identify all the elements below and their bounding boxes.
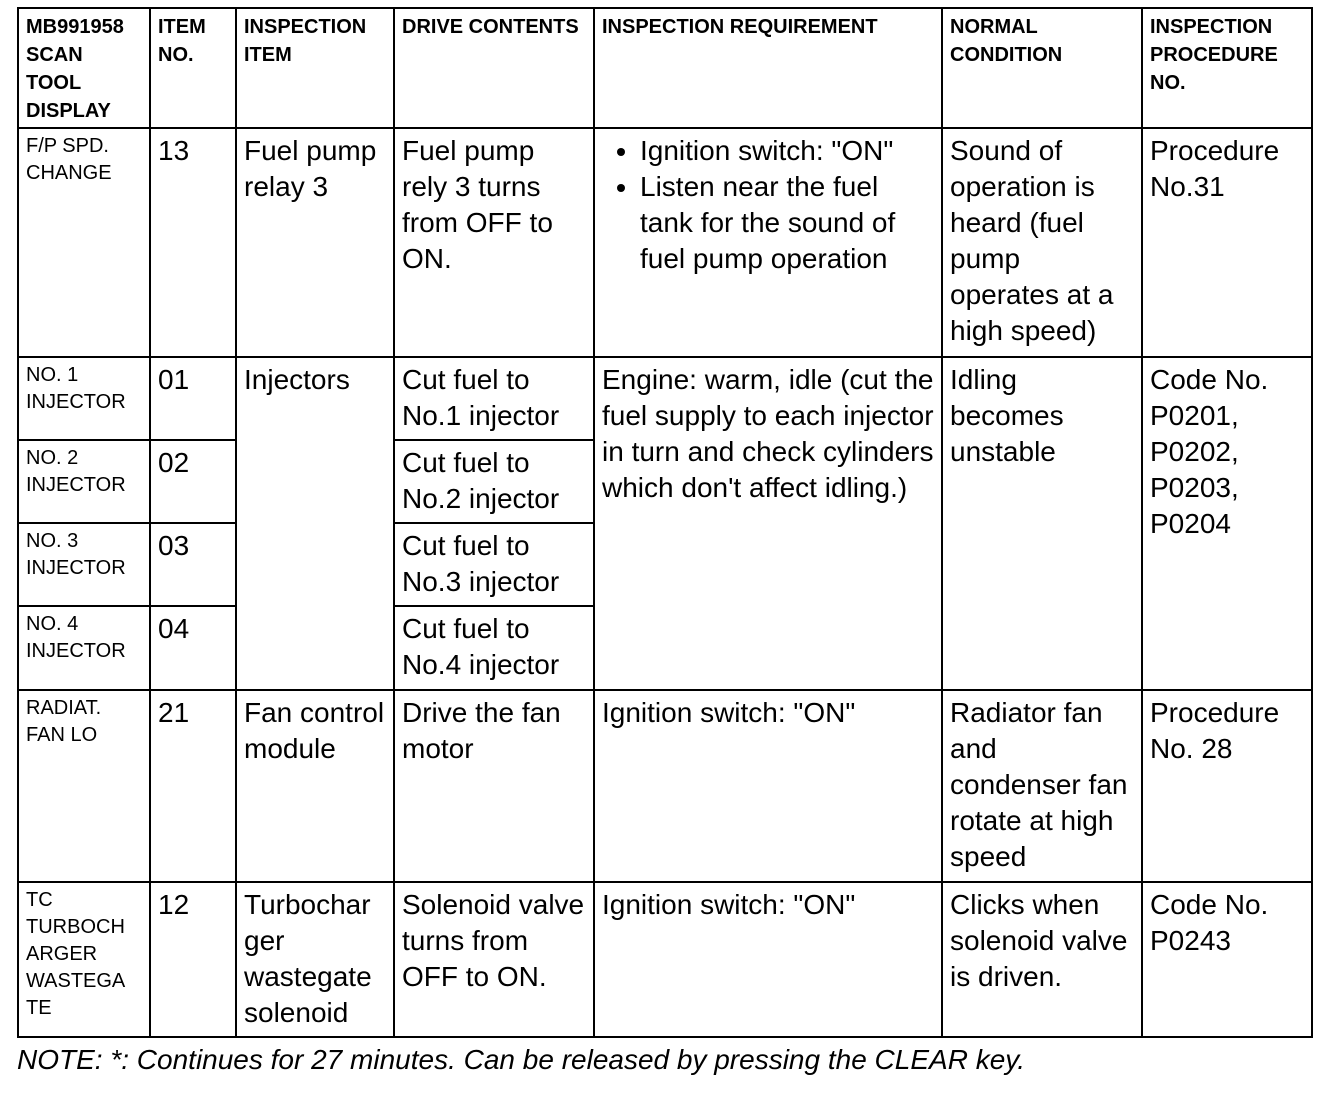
header-drive-contents: DRIVE CONTENTS — [394, 8, 594, 128]
procedure-cell: Code No. P0201, P0202, P0203, P0204 — [1142, 357, 1312, 690]
normal-condition-cell: Sound of operation is heard (fuel pump operates at a high speed) — [942, 128, 1142, 357]
scan-display-cell: NO. 1 INJECTOR — [18, 357, 150, 440]
procedure-cell: Procedure No.31 — [1142, 128, 1312, 357]
header-item-no: ITEM NO. — [150, 8, 236, 128]
normal-condition-cell: Clicks when solenoid valve is driven. — [942, 882, 1142, 1037]
drive-contents-cell: Cut fuel to No.2 injector — [394, 440, 594, 523]
scan-display-cell: RADIAT. FAN LO — [18, 690, 150, 882]
requirement-list — [602, 133, 934, 277]
inspection-requirement-cell: Ignition switch: "ON" — [594, 690, 942, 882]
inspection-item-cell: Injectors — [236, 357, 394, 690]
drive-contents-cell: Fuel pump rely 3 turns from OFF to ON. — [394, 128, 594, 357]
inspection-item-cell: Fuel pump relay 3 — [236, 128, 394, 357]
item-no-cell: 12 — [150, 882, 236, 1037]
header-inspection-requirement: INSPECTION REQUIREMENT — [594, 8, 942, 128]
drive-contents-cell: Cut fuel to No.1 injector — [394, 357, 594, 440]
scan-display-cell: NO. 4 INJECTOR — [18, 606, 150, 690]
scan-display-cell: NO. 3 INJECTOR — [18, 523, 150, 606]
table-row — [18, 690, 1312, 882]
drive-contents-cell: Solenoid valve turns from OFF to ON. — [394, 882, 594, 1037]
scan-display-cell: TC TURBOCH ARGER WASTEGA TE — [18, 882, 150, 1037]
inspection-item-cell: Turbochar ger wastegate solenoid — [236, 882, 394, 1037]
requirement-bullet: • Ignition switch: "ON" — [640, 133, 934, 169]
table-row — [18, 882, 1312, 1037]
procedure-cell: Code No. P0243 — [1142, 882, 1312, 1037]
item-no-cell: 02 — [150, 440, 236, 523]
header-procedure-no: INSPECTION PROCEDURE NO. — [1142, 8, 1312, 128]
drive-contents-cell: Cut fuel to No.3 injector — [394, 523, 594, 606]
header-normal-condition: NORMAL CONDITION — [942, 8, 1142, 128]
item-no-cell: 03 — [150, 523, 236, 606]
requirement-bullet: • Listen near the fuel tank for the sound of fuel pump operation — [640, 169, 934, 277]
normal-condition-cell: Radiator fan and condenser fan rotate at high speed — [942, 690, 1142, 882]
scan-display-cell: NO. 2 INJECTOR — [18, 440, 150, 523]
inspection-table — [17, 7, 1313, 1038]
inspection-requirement-cell: Ignition switch: "ON" — [594, 882, 942, 1037]
table-row — [18, 128, 1312, 357]
header-row — [18, 8, 1312, 128]
inspection-item-cell: Fan control module — [236, 690, 394, 882]
header-inspection-item: INSPECTION ITEM — [236, 8, 394, 128]
item-no-cell: 01 — [150, 357, 236, 440]
item-no-cell: 13 — [150, 128, 236, 357]
item-no-cell: 04 — [150, 606, 236, 690]
scan-display-cell: F/P SPD. CHANGE — [18, 128, 150, 357]
normal-condition-cell: Idling becomes unstable — [942, 357, 1142, 690]
drive-contents-cell: Cut fuel to No.4 injector — [394, 606, 594, 690]
inspection-requirement-cell: Engine: warm, idle (cut the fuel supply to each injector in turn and check cylinders which don't affect idling.) — [594, 357, 942, 690]
inspection-requirement-cell — [594, 128, 942, 357]
drive-contents-cell: Drive the fan motor — [394, 690, 594, 882]
footnote: NOTE: *: Continues for 27 minutes. Can be released by pressing the CLEAR key. — [17, 1044, 1025, 1075]
procedure-cell: Procedure No. 28 — [1142, 690, 1312, 882]
header-scan-tool-display: MB991958 SCAN TOOL DISPLAY — [18, 8, 150, 128]
item-no-cell: 21 — [150, 690, 236, 882]
table-row — [18, 357, 1312, 440]
